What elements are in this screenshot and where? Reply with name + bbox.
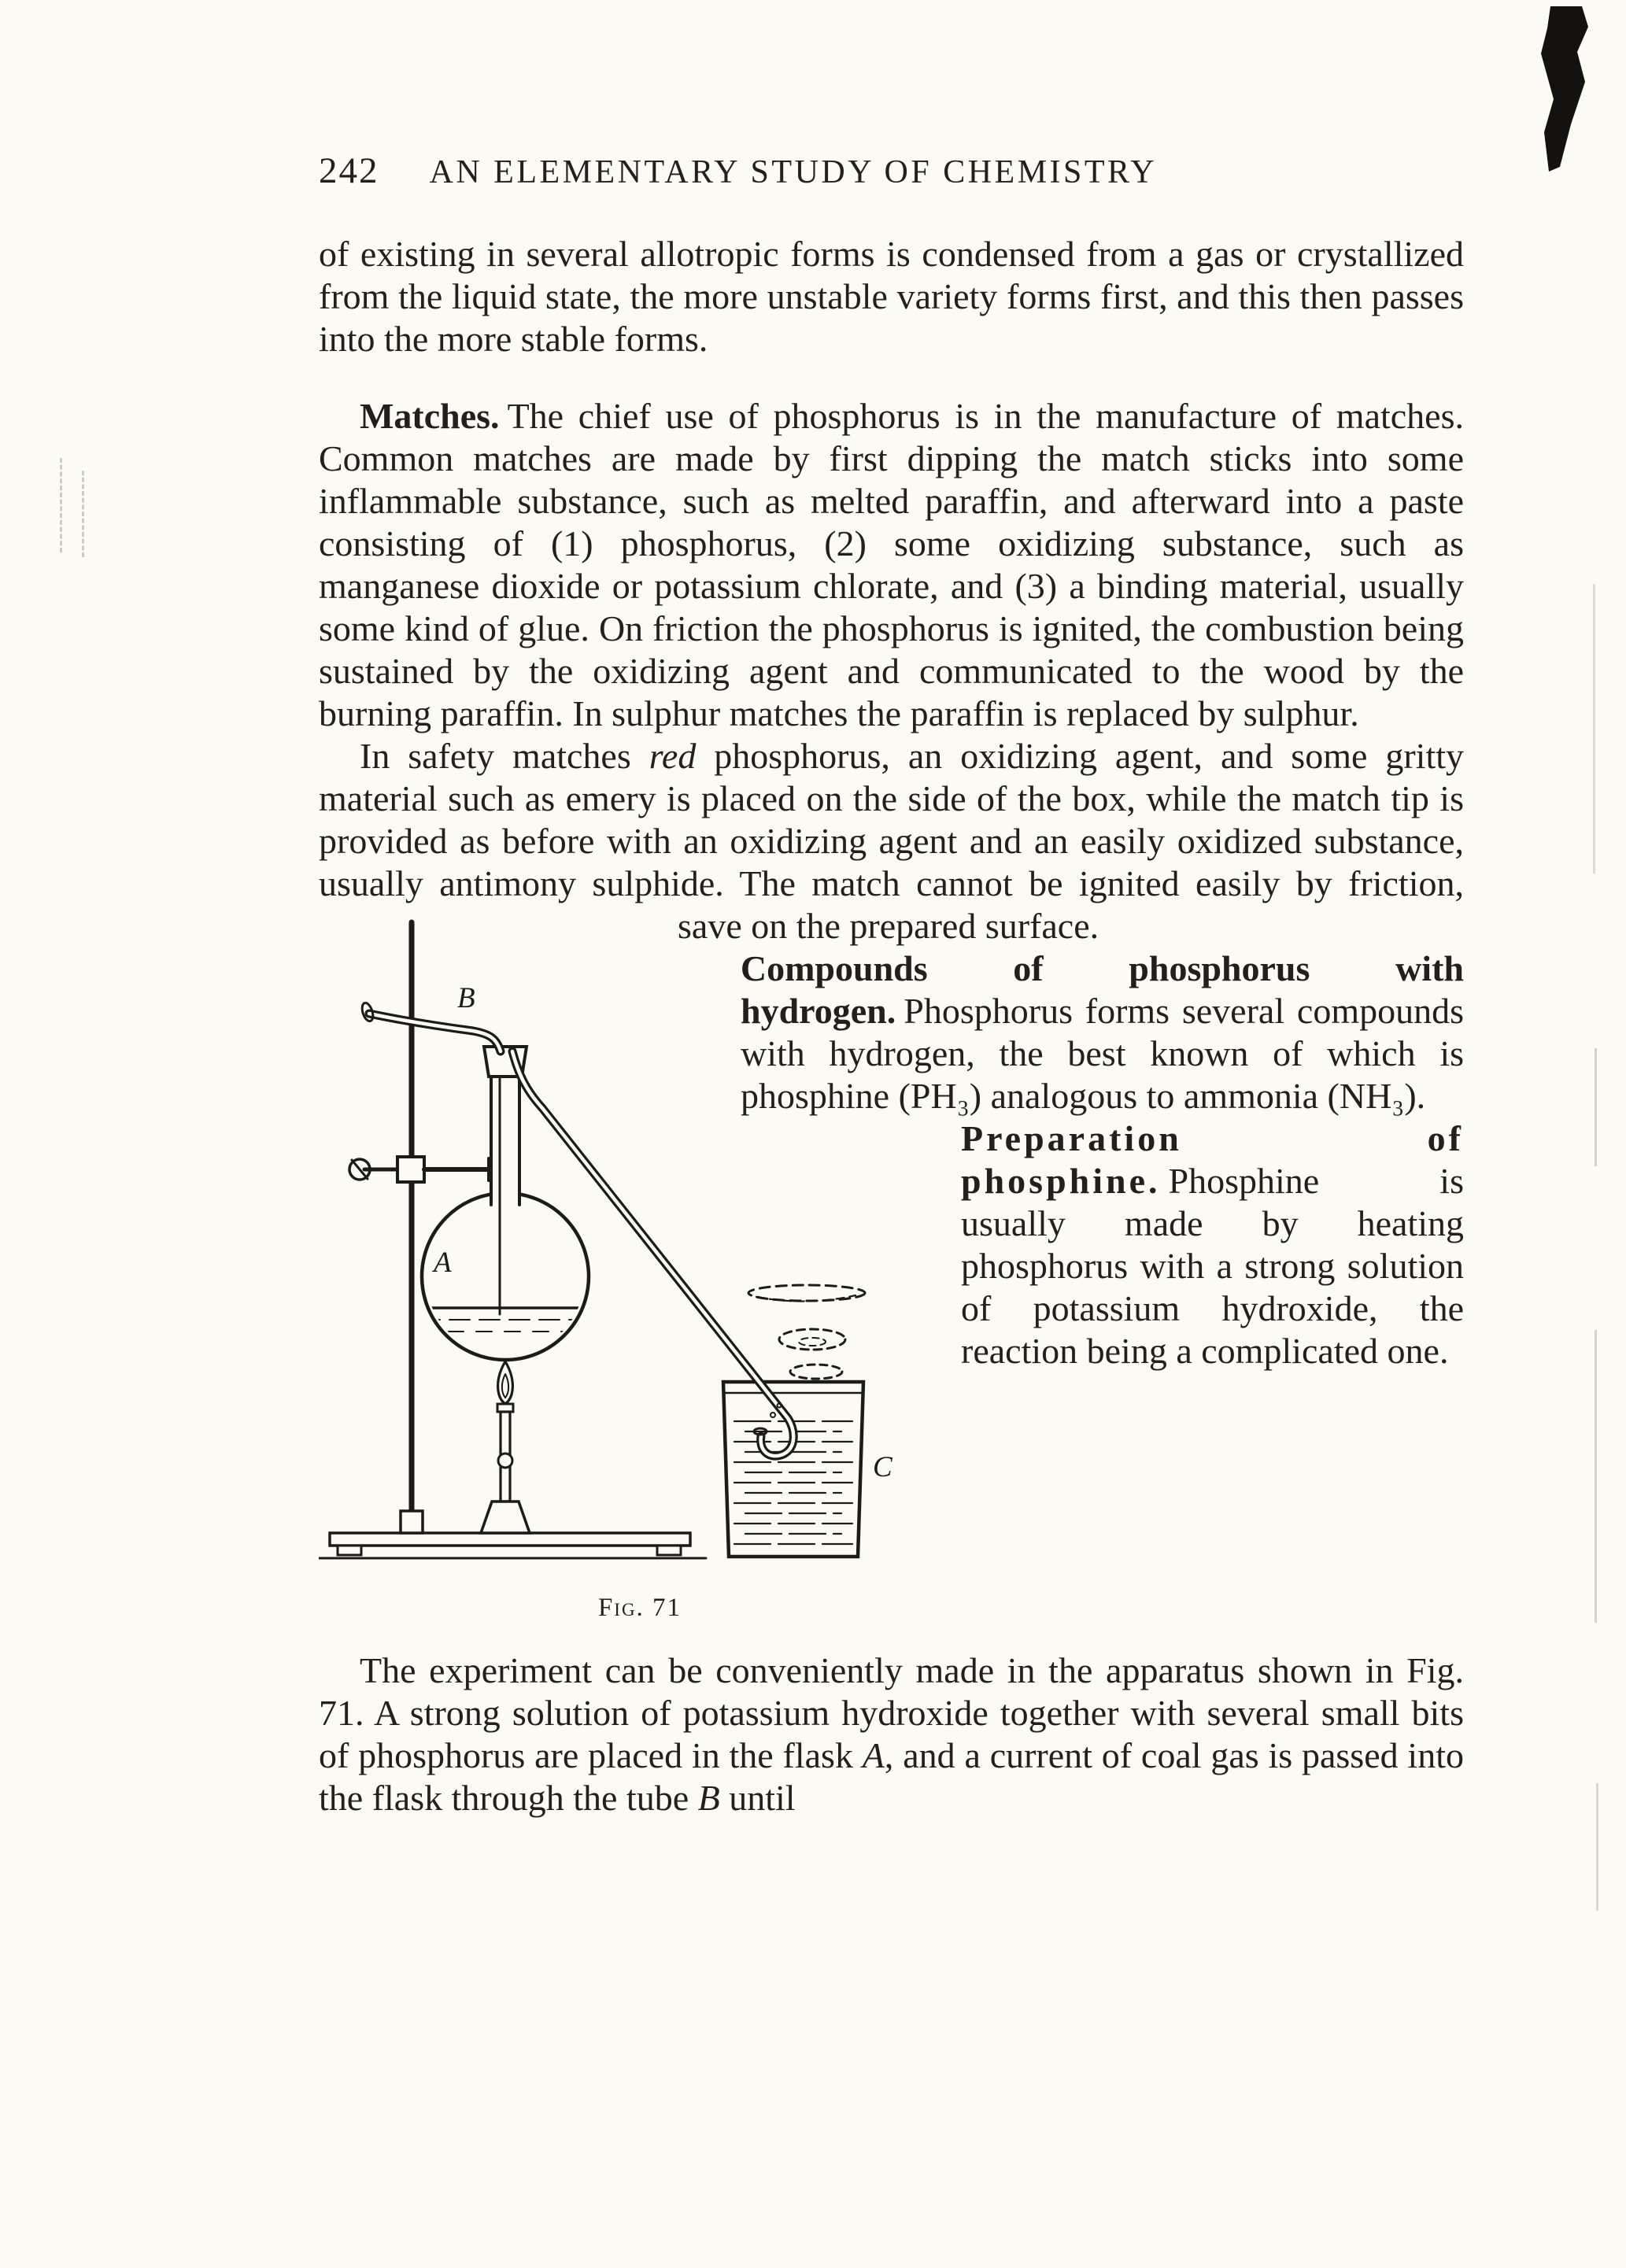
label-trough: C <box>873 1451 892 1483</box>
scan-artifact-right-edge <box>1595 1048 1597 1166</box>
bold-lead-matches: Matches. <box>360 396 500 436</box>
scan-artifact-right-edge <box>1596 1783 1598 1911</box>
scan-artifact-right-edge <box>1595 1330 1597 1623</box>
paragraph-experiment <box>319 1649 1464 1819</box>
bold-lead-compounds: Compounds of phosphorus with hydrogen. <box>740 948 1464 1031</box>
scan-artifact-left-dash <box>82 471 84 557</box>
emphasized-word: red <box>649 736 697 776</box>
trough <box>723 1382 863 1557</box>
label-flask: A <box>434 1247 452 1279</box>
paragraph-matches <box>319 395 1464 735</box>
text-run: The chief use of phosphorus is in the manufacture of matches. Common matches are made by first dipping the match sticks into some inflammable substance, such as melted paraffin, and afterward into a paste consisting of (1) phosphorus, (2) some oxidizing substance, such as manganese dioxide or potassium chlorate, and (3) a binding material, usually some kind of glue. On friction the phosphorus is ignited, the combustion being sustained by the oxidizing agent and communicated to the wood by the burning paraffin. In sulphur matches the paraffin is replaced by sulphur. <box>319 396 1464 733</box>
burner <box>481 1361 530 1533</box>
running-title: AN ELEMENTARY STUDY OF CHEMISTRY <box>429 154 1158 190</box>
smoke-rings <box>748 1285 865 1379</box>
flask <box>419 1070 591 1360</box>
ink-blot-artifact <box>1536 6 1591 173</box>
text-run: Phosphine is usually made by heating phosphorus with a strong solution of potassium hydroxide, the reaction being a complicated one. <box>961 1161 1464 1371</box>
page-number: 242 <box>319 150 379 191</box>
scan-artifact-left-dash <box>60 458 62 552</box>
text-run: cannot be ignited easily by friction, save on the prepared surface. <box>678 863 1464 946</box>
clamp <box>349 1157 489 1182</box>
label-inlet-tube: B <box>457 982 475 1014</box>
text-run: Phosphorus forms several compounds with hydrogen, the best known of which is phosphine (PH₃) analogous to ammonia (NH₃). <box>741 991 1464 1116</box>
text-run: of existing in several allotropic forms is condensed from a gas or crystallized from the liquid state, the more unstable variety forms first, and this then passes into the more stable forms. <box>319 234 1464 359</box>
flask-reference: A <box>862 1735 885 1775</box>
bold-lead-preparation: Preparation of phosphine. <box>961 1118 1464 1201</box>
text-run: until <box>729 1778 796 1818</box>
gas-inlet-tube <box>360 1002 501 1051</box>
paragraph-allotropic-forms <box>319 233 1464 360</box>
text-run: , and a current of coal gas is passed into the flask through the tube <box>319 1735 1464 1818</box>
figure-caption: Fig. 71 <box>597 1594 682 1622</box>
text-run: The experiment can be conveniently made in the apparatus shown in Fig. 71. A strong solution of potassium hydroxide together with several small bits of phosphorus are placed in the flask <box>319 1650 1464 1775</box>
page-content <box>319 150 1464 1819</box>
text-run: In safety matches <box>360 736 631 776</box>
tube-reference: B <box>697 1778 720 1818</box>
page-header <box>319 150 1464 192</box>
scan-artifact-right-edge <box>1593 584 1595 874</box>
text-run: phosphorus, an oxidizing agent, and some gritty material such as emery is placed on the side of the box, while the match tip is provided as before with an oxidizing agent and an easily oxidized substance, usually antimony sulphide. The match <box>319 736 1465 903</box>
